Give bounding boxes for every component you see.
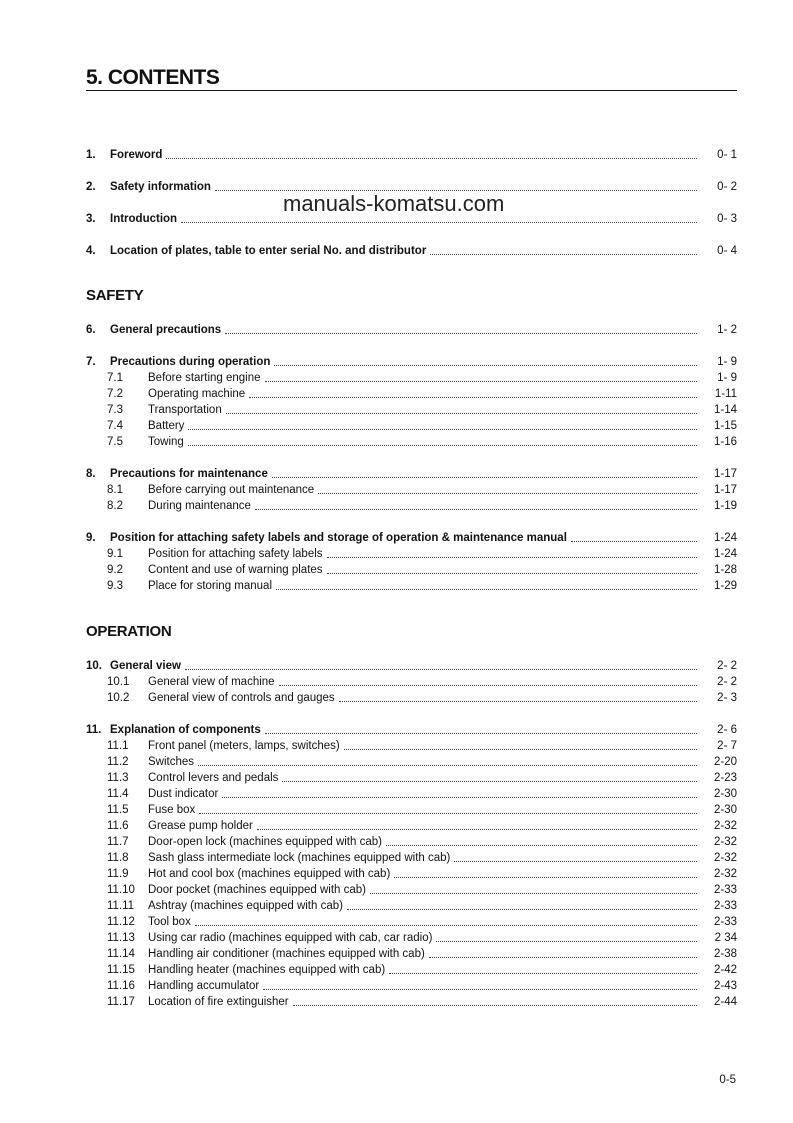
dot-leader <box>188 444 697 446</box>
entry-number: 9.1 <box>107 548 123 560</box>
toc-entry[interactable] <box>86 659 737 673</box>
entry-page: 2-23 <box>713 772 737 784</box>
toc-entry[interactable] <box>86 483 737 497</box>
toc-entry[interactable] <box>86 947 737 961</box>
entry-title: Front panel (meters, lamps, switches) <box>148 740 340 752</box>
entry-number: 7.3 <box>107 404 123 416</box>
entry-page: 1-19 <box>713 500 737 512</box>
entry-number: 11.6 <box>107 820 129 832</box>
dot-leader <box>274 364 697 366</box>
toc-entry[interactable] <box>86 787 737 801</box>
entry-title: Handling accumulator <box>148 980 260 992</box>
dot-leader <box>195 924 697 926</box>
entry-title: During maintenance <box>148 500 251 512</box>
toc-entry[interactable] <box>86 323 737 337</box>
dot-leader <box>265 380 697 382</box>
entry-title: Dust indicator <box>148 788 219 800</box>
entry-number: 11.3 <box>107 772 129 784</box>
dot-leader <box>276 588 697 590</box>
dot-leader <box>318 492 697 494</box>
entry-page: 0- 1 <box>717 149 737 161</box>
entry-number: 1. <box>86 149 96 161</box>
page-number: 0-5 <box>719 1074 736 1086</box>
dot-leader <box>389 972 697 974</box>
entry-title: Switches <box>148 756 195 768</box>
dot-leader <box>198 764 697 766</box>
toc-entry[interactable] <box>86 739 737 753</box>
entry-title: General view <box>110 660 181 672</box>
entry-page: 1- 9 <box>717 356 737 368</box>
entry-title: Introduction <box>110 213 178 225</box>
toc-entry[interactable] <box>86 419 737 433</box>
dot-leader <box>327 556 697 558</box>
entry-number: 8. <box>86 468 96 480</box>
entry-number: 11.15 <box>107 964 135 976</box>
entry-page: 2- 2 <box>717 676 737 688</box>
entry-page: 2-38 <box>713 948 737 960</box>
entry-number: 11.11 <box>107 900 135 912</box>
entry-title: Explanation of components <box>110 724 261 736</box>
dot-leader <box>226 412 697 414</box>
entry-title: Location of fire extinguisher <box>148 996 289 1008</box>
entry-title: Door pocket (machines equipped with cab) <box>148 884 366 896</box>
entry-number: 3. <box>86 213 96 225</box>
entry-number: 7. <box>86 356 96 368</box>
entry-number: 2. <box>86 181 96 193</box>
entry-page: 0- 4 <box>717 245 737 257</box>
toc-entry[interactable] <box>86 675 737 689</box>
entry-page: 2-33 <box>713 900 737 912</box>
toc-entry[interactable] <box>86 563 737 577</box>
entry-title: Operating machine <box>148 388 246 400</box>
entry-page: 2-32 <box>713 868 737 880</box>
entry-page: 2- 2 <box>717 660 737 672</box>
page-title: 5. CONTENTS <box>86 66 220 89</box>
dot-leader <box>279 684 697 686</box>
dot-leader <box>293 1004 697 1006</box>
toc-entry[interactable] <box>86 723 737 737</box>
toc-entry[interactable] <box>86 867 737 881</box>
section-heading: OPERATION <box>86 623 172 640</box>
entry-number: 9. <box>86 532 96 544</box>
toc-entry[interactable] <box>86 755 737 769</box>
dot-leader <box>215 189 697 191</box>
toc-entry[interactable] <box>86 499 737 513</box>
entry-number: 7.2 <box>107 388 123 400</box>
toc-entry[interactable] <box>86 531 737 545</box>
entry-page: 2- 3 <box>717 692 737 704</box>
toc-entry[interactable] <box>86 148 737 162</box>
entry-page: 2-20 <box>713 756 737 768</box>
dot-leader <box>225 332 697 334</box>
toc-entry[interactable] <box>86 180 737 194</box>
entry-number: 11.8 <box>107 852 129 864</box>
entry-number: 10. <box>86 660 102 672</box>
entry-page: 1-28 <box>713 564 737 576</box>
entry-number: 11.16 <box>107 980 135 992</box>
toc-entry[interactable] <box>86 835 737 849</box>
entry-page: 1-24 <box>713 532 737 544</box>
dot-leader <box>429 956 697 958</box>
toc-entry[interactable] <box>86 691 737 705</box>
entry-page: 1-17 <box>713 468 737 480</box>
entry-title: Ashtray (machines equipped with cab) <box>148 900 343 912</box>
entry-title: General precautions <box>110 324 222 336</box>
entry-page: 2- 6 <box>717 724 737 736</box>
entry-number: 7.5 <box>107 436 123 448</box>
toc-entry[interactable] <box>86 435 737 449</box>
entry-title: Door-open lock (machines equipped with cab) <box>148 836 382 848</box>
entry-page: 1-14 <box>713 404 737 416</box>
dot-leader <box>386 844 697 846</box>
entry-number: 8.2 <box>107 500 123 512</box>
entry-title: Battery <box>148 420 185 432</box>
dot-leader <box>263 988 697 990</box>
dot-leader <box>436 940 697 942</box>
entry-page: 2-32 <box>713 820 737 832</box>
dot-leader <box>394 876 697 878</box>
entry-title: Before carrying out maintenance <box>148 484 315 496</box>
dot-leader <box>454 860 697 862</box>
entry-page: 2-43 <box>713 980 737 992</box>
entry-number: 11.10 <box>107 884 135 896</box>
entry-number: 9.3 <box>107 580 123 592</box>
entry-title: Grease pump holder <box>148 820 253 832</box>
entry-number: 11.2 <box>107 756 129 768</box>
entry-title: Sash glass intermediate lock (machines equipped with cab) <box>148 852 451 864</box>
entry-number: 7.4 <box>107 420 123 432</box>
entry-number: 7.1 <box>107 372 123 384</box>
dot-leader <box>370 892 697 894</box>
entry-page: 1- 2 <box>717 324 737 336</box>
entry-page: 1-11 <box>714 388 737 400</box>
toc-entry[interactable] <box>86 579 737 593</box>
entry-title: Safety information <box>110 181 211 193</box>
entry-number: 11.4 <box>107 788 129 800</box>
toc-entry[interactable] <box>86 403 737 417</box>
entry-page: 2-42 <box>713 964 737 976</box>
section-heading: SAFETY <box>86 287 144 304</box>
toc-entry[interactable] <box>86 803 737 817</box>
entry-number: 10.2 <box>107 692 130 704</box>
toc-entry[interactable] <box>86 547 737 561</box>
entry-number: 11.12 <box>107 916 135 928</box>
dot-leader <box>282 780 697 782</box>
entry-number: 11.5 <box>107 804 129 816</box>
entry-page: 2 34 <box>714 932 737 944</box>
entry-title: Position for attaching safety labels and storage of operation & maintenance manual <box>110 532 567 544</box>
entry-title: Tool box <box>148 916 191 928</box>
entry-page: 2-33 <box>713 916 737 928</box>
toc-entry[interactable] <box>86 851 737 865</box>
entry-title: Using car radio (machines equipped with cab, car radio) <box>148 932 433 944</box>
entry-title: Fuse box <box>148 804 196 816</box>
entry-title: General view of machine <box>148 676 275 688</box>
entry-title: Position for attaching safety labels <box>148 548 323 560</box>
entry-title: Towing <box>148 436 184 448</box>
entry-title: Control levers and pedals <box>148 772 279 784</box>
dot-leader <box>199 812 697 814</box>
entry-page: 2-30 <box>713 804 737 816</box>
entry-number: 9.2 <box>107 564 123 576</box>
entry-title: Precautions for maintenance <box>110 468 268 480</box>
toc-entry[interactable] <box>86 387 737 401</box>
dot-leader <box>185 668 697 670</box>
dot-leader <box>222 796 697 798</box>
entry-title: Precautions during operation <box>110 356 271 368</box>
entry-number: 8.1 <box>107 484 123 496</box>
title-underline <box>86 90 737 91</box>
dot-leader <box>257 828 697 830</box>
entry-page: 1-16 <box>713 436 737 448</box>
dot-leader <box>347 908 697 910</box>
toc-entry[interactable] <box>86 212 737 226</box>
entry-page: 2-33 <box>713 884 737 896</box>
entry-page: 2-30 <box>713 788 737 800</box>
entry-page: 1-24 <box>713 548 737 560</box>
entry-page: 2- 7 <box>717 740 737 752</box>
entry-title: Transportation <box>148 404 222 416</box>
entry-number: 6. <box>86 324 96 336</box>
toc-entry[interactable] <box>86 883 737 897</box>
entry-title: Handling heater (machines equipped with cab) <box>148 964 386 976</box>
toc-entry[interactable] <box>86 963 737 977</box>
toc-entry[interactable] <box>86 244 737 258</box>
toc-entry[interactable] <box>86 931 737 945</box>
entry-title: Foreword <box>110 149 163 161</box>
dot-leader <box>249 396 697 398</box>
entry-page: 0- 3 <box>717 213 737 225</box>
entry-page: 2-32 <box>713 836 737 848</box>
toc-entry[interactable] <box>86 979 737 993</box>
dot-leader <box>430 253 697 255</box>
entry-title: General view of controls and gauges <box>148 692 335 704</box>
dot-leader <box>571 540 697 542</box>
dot-leader <box>327 572 697 574</box>
entry-number: 11.9 <box>107 868 129 880</box>
entry-page: 2-32 <box>713 852 737 864</box>
dot-leader <box>166 157 697 159</box>
entry-title: Hot and cool box (machines equipped with cab) <box>148 868 391 880</box>
dot-leader <box>272 476 697 478</box>
toc-entry[interactable] <box>86 467 737 481</box>
entry-title: Location of plates, table to enter serial No. and distributor <box>110 245 427 257</box>
entry-number: 11.14 <box>107 948 135 960</box>
toc-entry[interactable] <box>86 915 737 929</box>
entry-page: 1-17 <box>713 484 737 496</box>
dot-leader <box>339 700 697 702</box>
entry-number: 11.1 <box>107 740 129 752</box>
watermark: manuals-komatsu.com <box>283 191 505 216</box>
toc-entry[interactable] <box>86 995 737 1009</box>
entry-page: 1-15 <box>713 420 737 432</box>
toc-entry[interactable] <box>86 371 737 385</box>
entry-page: 1-29 <box>713 580 737 592</box>
dot-leader <box>255 508 697 510</box>
dot-leader <box>344 748 697 750</box>
toc-entry[interactable] <box>86 819 737 833</box>
entry-number: 10.1 <box>107 676 130 688</box>
dot-leader <box>188 428 697 430</box>
toc-entry[interactable] <box>86 899 737 913</box>
entry-number: 11.7 <box>107 836 129 848</box>
toc-entry[interactable] <box>86 355 737 369</box>
dot-leader <box>265 732 697 734</box>
entry-page: 2-44 <box>713 996 737 1008</box>
entry-number: 4. <box>86 245 96 257</box>
entry-number: 11.17 <box>107 996 135 1008</box>
entry-title: Content and use of warning plates <box>148 564 323 576</box>
dot-leader <box>181 221 697 223</box>
entry-number: 11. <box>86 724 102 736</box>
entry-title: Place for storing manual <box>148 580 273 592</box>
entry-page: 1- 9 <box>717 372 737 384</box>
entry-page: 0- 2 <box>717 181 737 193</box>
entry-title: Handling air conditioner (machines equipped with cab) <box>148 948 425 960</box>
entry-title: Before starting engine <box>148 372 261 384</box>
toc-entry[interactable] <box>86 771 737 785</box>
entry-number: 11.13 <box>107 932 135 944</box>
